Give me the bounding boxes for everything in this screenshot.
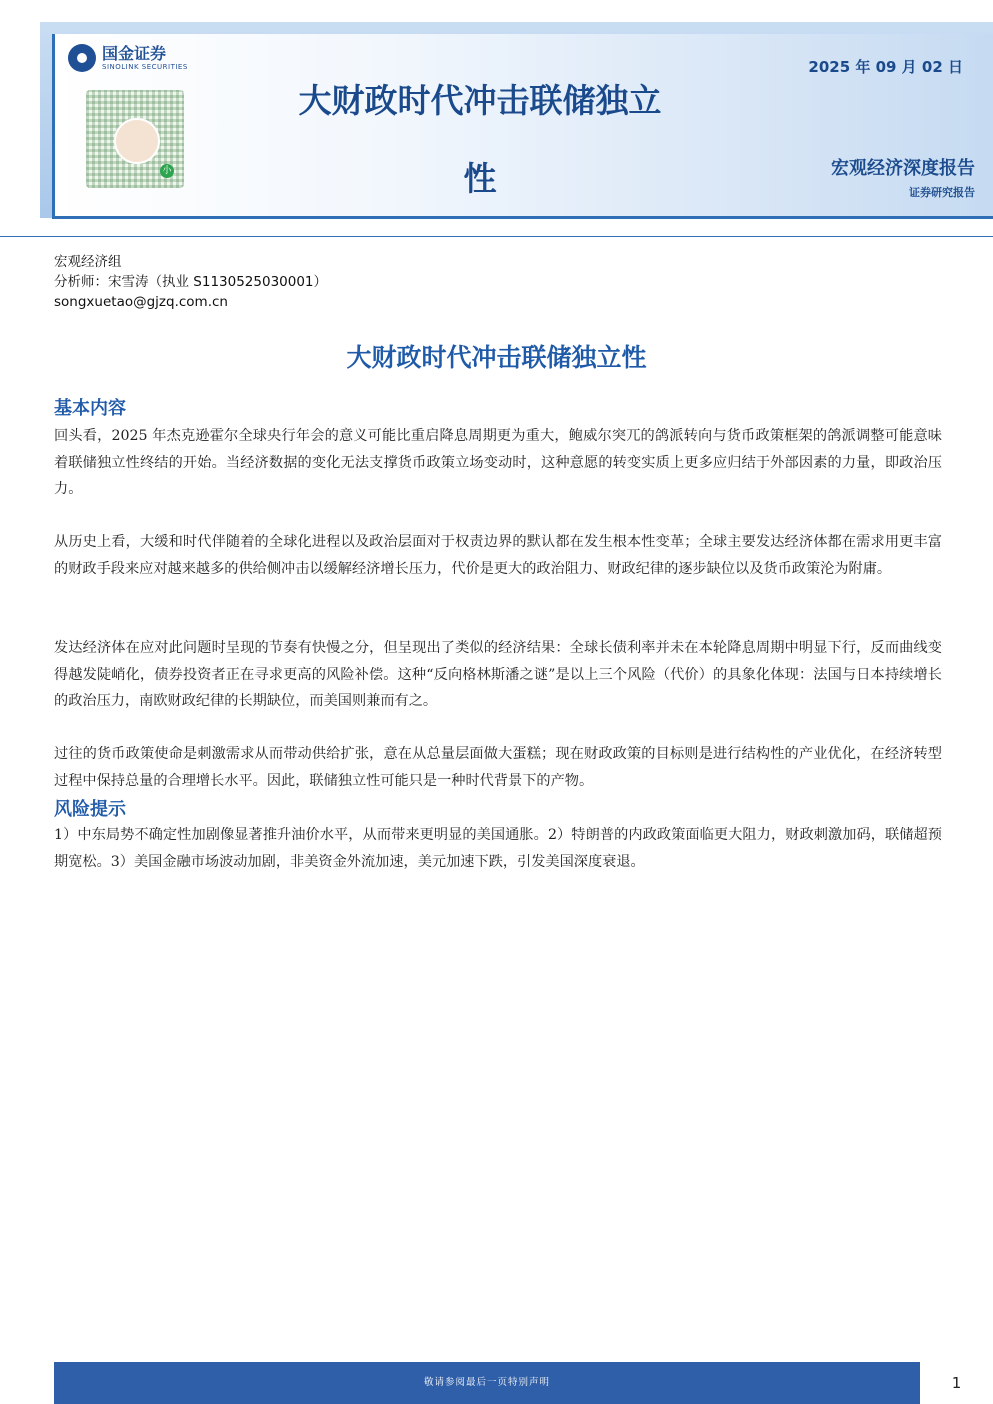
section-heading-risk: 风险提示: [54, 799, 126, 820]
analyst-name: 分析师：宋雪涛（执业 S1130525030001）: [54, 274, 328, 290]
header-divider: [0, 236, 993, 237]
qr-center-avatar: [114, 118, 160, 164]
footer-disclaimer[interactable]: 敬请参阅最后一页特别声明: [423, 1377, 550, 1388]
report-type: 宏观经济深度报告: [831, 158, 975, 179]
qr-code-icon: [86, 90, 184, 188]
logo-name-en: SINOLINK SECURITIES: [102, 63, 188, 71]
paragraph: 回头看，2025 年杰克逊霍尔全球央行年会的意义可能比重启降息周期更为重大，鲍威尔突兀的鸽派转向与货币政策框架的鸽派调整可能意味着联储独立性终结的开始。当经济数据的变化无法支撑货币政策立场变动时，这种意愿的转变实质上更多应归结于外部因素的力量，即政治压力。: [54, 428, 942, 497]
header-title: [270, 62, 690, 218]
group-name: 宏观经济组: [54, 254, 122, 270]
paragraph: 发达经济体在应对此问题时呈现的节奏有快慢之分，但呈现出了类似的经济结果：全球长债利率并未在本轮降息周期中明显下行，反而曲线变得越发陡峭化，债券投资者正在寻求更高的风险补偿。这种“反向格林斯潘之谜”是以上三个风险（代价）的具象化体现：法国与日本持续增长的政治压力，南欧财政纪律的长期缺位，而美国则兼而有之。: [54, 640, 942, 709]
paragraph: 过往的货币政策使命是刺激需求从而带动供给扩张，意在从总量层面做大蛋糕；现在财政政策的目标则是进行结构性的产业优化，在经济转型过程中保持总量的合理增长水平。因此，联储独立性可能只是一种时代背景下的产物。: [54, 746, 942, 789]
wechat-mini-icon: 小: [160, 164, 174, 178]
analyst-info: [54, 252, 327, 312]
analyst-email[interactable]: songxuetao@gjzq.com.cn: [54, 294, 228, 310]
paragraph: 1）中东局势不确定性加剧像显著推升油价水平，从而带来更明显的美国通胀。2）特朗普的内政政策面临更大阻力，财政刺激加码，联储超预期宽松。3）美国金融市场波动加剧，非美资金外流加速，美元加速下跌，引发美国深度衰退。: [54, 827, 942, 870]
logo-icon: [68, 44, 96, 72]
report-date: 2025 年 09 月 02 日: [808, 58, 963, 76]
report-subtype: 证券研究报告: [909, 186, 975, 199]
page-number: 1: [951, 1374, 962, 1392]
header-title-line2: 性: [463, 159, 497, 198]
paragraph: 从历史上看，大缓和时代伴随着的全球化进程以及政治层面对于权责边界的默认都在发生根本性变革；全球主要发达经济体都在需求用更丰富的财政手段来应对越来越多的供给侧冲击以缓解经济增长压力，代价是更大的政治阻力、财政纪律的逐步缺位以及货币政策沦为附庸。: [54, 534, 942, 577]
document-title: 大财政时代冲击联储独立性: [346, 343, 647, 372]
logo-name-cn: 国金证券: [102, 44, 167, 63]
section-heading-basic: 基本内容: [54, 398, 126, 419]
header-title-line1: 大财政时代冲击联储独立: [298, 81, 662, 120]
company-logo: [68, 44, 188, 72]
